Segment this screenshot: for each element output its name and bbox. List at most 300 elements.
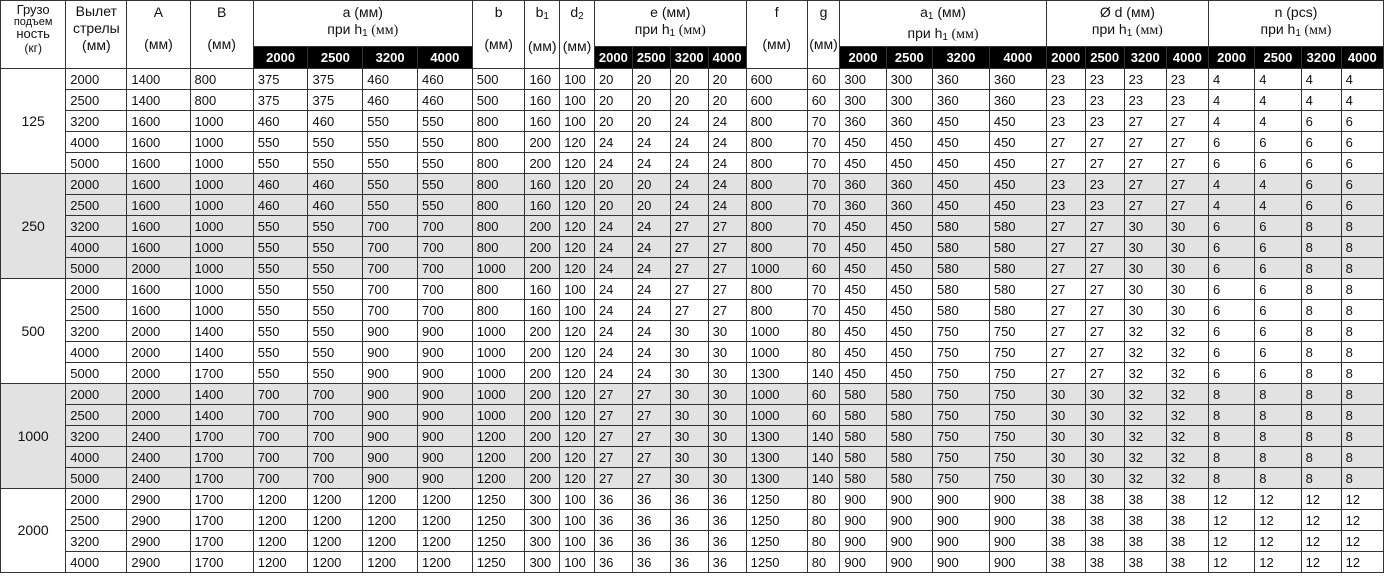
e-cell: 27: [670, 279, 708, 300]
n-cell: 12: [1301, 531, 1341, 552]
d2-cell: 100: [560, 111, 595, 132]
table-row: [1, 195, 1384, 216]
n-cell: 12: [1255, 531, 1301, 552]
reach-cell: 2500: [66, 510, 127, 531]
f-cell: 1300: [746, 447, 807, 468]
d-cell: 32: [1124, 321, 1166, 342]
n-cell: 8: [1301, 300, 1341, 321]
a1-cell: 450: [932, 153, 989, 174]
a-cell: 1200: [417, 531, 472, 552]
n-cell: 6: [1255, 300, 1301, 321]
d-cell: 23: [1046, 174, 1085, 195]
b-cell: 800: [472, 216, 525, 237]
reach-cell: 3200: [66, 426, 127, 447]
n-label: n (pcs): [1274, 4, 1318, 20]
B-cell: 1000: [190, 258, 253, 279]
d-cell: 30: [1046, 426, 1085, 447]
b-unit: (мм): [484, 36, 513, 52]
e-cell: 24: [632, 321, 670, 342]
n-cell: 8: [1208, 426, 1254, 447]
d-cell: 38: [1124, 531, 1166, 552]
f-cell: 600: [746, 90, 807, 111]
e-cell: 27: [670, 237, 708, 258]
d-cell: 27: [1046, 363, 1085, 384]
a-cell: 900: [417, 468, 472, 489]
a-cell: 700: [308, 426, 363, 447]
f-unit: (мм): [762, 36, 791, 52]
d-cell: 23: [1085, 69, 1124, 90]
a1-cell: 580: [932, 237, 989, 258]
n-cell: 6: [1255, 216, 1301, 237]
d-cell: 23: [1046, 69, 1085, 90]
f-cell: 800: [746, 132, 807, 153]
reach-cell: 4000: [66, 552, 127, 573]
d-cell: 23: [1124, 69, 1166, 90]
g-cell: 70: [807, 111, 840, 132]
d-cell: 32: [1166, 405, 1208, 426]
d-cell: 38: [1046, 531, 1085, 552]
a-cell: 1200: [417, 510, 472, 531]
a-cell: 700: [363, 216, 418, 237]
a1-cell: 450: [840, 300, 886, 321]
n-cell: 6: [1301, 195, 1341, 216]
e-cell: 20: [670, 90, 708, 111]
n-cell: 6: [1208, 153, 1254, 174]
a1-cell: 750: [989, 405, 1046, 426]
a-cell: 550: [363, 195, 418, 216]
f-cell: 1300: [746, 363, 807, 384]
a1-cell: 450: [886, 279, 932, 300]
n-cell: 8: [1341, 216, 1383, 237]
d2-cell: 100: [560, 90, 595, 111]
a1-cell: 580: [989, 216, 1046, 237]
b-cell: 500: [472, 69, 525, 90]
a1-cell: 580: [840, 468, 886, 489]
n-cell: 4: [1341, 90, 1383, 111]
a-cell: 460: [308, 111, 363, 132]
g-cell: 70: [807, 132, 840, 153]
a1-cell: 450: [989, 174, 1046, 195]
n-cell: 8: [1341, 447, 1383, 468]
capacity-line-2: подъем: [13, 16, 53, 28]
B-cell: 1700: [190, 426, 253, 447]
g-cell: 140: [807, 447, 840, 468]
d-cell: 27: [1124, 111, 1166, 132]
d-cell: 27: [1085, 363, 1124, 384]
e-cell: 27: [594, 447, 632, 468]
a1-cell: 450: [840, 363, 886, 384]
a1-cell: 750: [932, 342, 989, 363]
e-cell: 20: [594, 69, 632, 90]
a-cell: 900: [417, 321, 472, 342]
b1-cell: 300: [525, 531, 560, 552]
e-cell: 24: [708, 174, 746, 195]
e-cell: 20: [632, 90, 670, 111]
f-cell: 800: [746, 174, 807, 195]
a-cell: 550: [253, 153, 308, 174]
d2-cell: 100: [560, 279, 595, 300]
d-cell: 27: [1046, 321, 1085, 342]
a1-h1-4000: 4000: [989, 47, 1046, 69]
a1-cell: 360: [886, 174, 932, 195]
a1-cell: 450: [840, 132, 886, 153]
A-cell: 1600: [127, 300, 190, 321]
a1-cell: 900: [932, 531, 989, 552]
table-row: [1, 132, 1384, 153]
n-cell: 8: [1301, 363, 1341, 384]
a-cell: 1200: [308, 531, 363, 552]
B-cell: 1000: [190, 174, 253, 195]
d-cell: 32: [1166, 426, 1208, 447]
e-cell: 30: [670, 384, 708, 405]
e-cell: 20: [708, 90, 746, 111]
e-cell: 20: [670, 69, 708, 90]
e-cell: 24: [632, 216, 670, 237]
d-cell: 30: [1124, 279, 1166, 300]
a-cell: 700: [417, 300, 472, 321]
B-cell: 1700: [190, 447, 253, 468]
a1-label-after: (мм): [933, 4, 966, 20]
e-cell: 27: [670, 258, 708, 279]
a1-cell: 580: [840, 384, 886, 405]
n-cell: 12: [1301, 510, 1341, 531]
a1-cell: 900: [989, 531, 1046, 552]
d-cell: 27: [1046, 258, 1085, 279]
a-cell: 1200: [253, 552, 308, 573]
col-b1-header: [525, 1, 560, 69]
a-cell: 1200: [253, 510, 308, 531]
a-cell: 550: [417, 174, 472, 195]
d-cell: 23: [1085, 174, 1124, 195]
a-cell: 700: [363, 279, 418, 300]
d-cell: 30: [1166, 300, 1208, 321]
d-cell: 27: [1085, 279, 1124, 300]
b-cell: 1250: [472, 552, 525, 573]
e-cell: 24: [708, 195, 746, 216]
A-unit: (мм): [144, 36, 173, 52]
b-cell: 800: [472, 132, 525, 153]
n-cell: 12: [1208, 489, 1254, 510]
a-cell: 550: [308, 279, 363, 300]
a1-cell: 580: [886, 405, 932, 426]
a-cell: 900: [363, 321, 418, 342]
n-cell: 12: [1341, 552, 1383, 573]
a1-cell: 300: [886, 90, 932, 111]
a-cell: 550: [417, 111, 472, 132]
A-cell: 2000: [127, 405, 190, 426]
b-cell: 1000: [472, 405, 525, 426]
A-cell: 2400: [127, 468, 190, 489]
a-cell: 375: [308, 90, 363, 111]
B-cell: 1700: [190, 489, 253, 510]
d-cell: 38: [1085, 531, 1124, 552]
d2-cell: 100: [560, 489, 595, 510]
b1-cell: 200: [525, 237, 560, 258]
A-cell: 1600: [127, 216, 190, 237]
a-cell: 550: [253, 363, 308, 384]
d-cell: 30: [1124, 216, 1166, 237]
e-cell: 36: [708, 531, 746, 552]
d-cell: 27: [1085, 216, 1124, 237]
f-cell: 800: [746, 216, 807, 237]
n-cell: 8: [1208, 468, 1254, 489]
a-cell: 1200: [363, 531, 418, 552]
n-cell: 6: [1341, 195, 1383, 216]
table-row: [1, 90, 1384, 111]
g-cell: 80: [807, 342, 840, 363]
d-cell: 27: [1046, 300, 1085, 321]
g-cell: 60: [807, 405, 840, 426]
B-cell: 1400: [190, 321, 253, 342]
a1-cell: 580: [840, 405, 886, 426]
g-cell: 80: [807, 510, 840, 531]
d-cell: 27: [1166, 153, 1208, 174]
a-cell: 550: [253, 237, 308, 258]
reach-cell: 4000: [66, 342, 127, 363]
a-cell: 550: [253, 132, 308, 153]
A-cell: 1400: [127, 69, 190, 90]
d-cell: 27: [1046, 132, 1085, 153]
d-cell: 27: [1166, 111, 1208, 132]
d-h1-4000: 4000: [1166, 47, 1208, 69]
n-cell: 8: [1301, 258, 1341, 279]
e-cell: 36: [632, 489, 670, 510]
a-cell: 900: [363, 426, 418, 447]
n-cell: 8: [1301, 216, 1341, 237]
a-cell: 700: [308, 468, 363, 489]
B-unit: (мм): [207, 36, 236, 52]
a1-cell: 580: [932, 279, 989, 300]
reach-line-3: (мм): [82, 37, 111, 53]
d-cell: 30: [1085, 447, 1124, 468]
a1-cell: 450: [840, 237, 886, 258]
n-cell: 12: [1341, 531, 1383, 552]
f-cell: 1000: [746, 405, 807, 426]
b-cell: 1000: [472, 258, 525, 279]
d-sub: 1: [1126, 28, 1133, 39]
d2-cell: 100: [560, 531, 595, 552]
a-cell: 900: [363, 363, 418, 384]
n-h1-2000: 2000: [1208, 47, 1254, 69]
d-cell: 23: [1166, 69, 1208, 90]
d-cell: 27: [1046, 237, 1085, 258]
e-cell: 24: [632, 237, 670, 258]
d-cell: 27: [1085, 237, 1124, 258]
a1-cell: 450: [932, 111, 989, 132]
a1-cell: 450: [989, 111, 1046, 132]
a1-cell: 750: [989, 363, 1046, 384]
d2-cell: 120: [560, 321, 595, 342]
d-cell: 38: [1124, 489, 1166, 510]
b1-cell: 200: [525, 321, 560, 342]
e-cell: 30: [670, 426, 708, 447]
a-cell: 900: [417, 426, 472, 447]
g-cell: 60: [807, 69, 840, 90]
n-cell: 4: [1255, 195, 1301, 216]
col-f-header: [746, 1, 807, 69]
e-cell: 20: [594, 111, 632, 132]
b1-cell: 200: [525, 405, 560, 426]
capacity-cell: 250: [1, 174, 66, 279]
n-cell: 8: [1301, 468, 1341, 489]
n-cell: 6: [1341, 174, 1383, 195]
e-cell: 36: [594, 510, 632, 531]
d-cell: 27: [1085, 153, 1124, 174]
g-cell: 140: [807, 468, 840, 489]
B-cell: 1400: [190, 384, 253, 405]
n-cell: 8: [1301, 405, 1341, 426]
a1-cell: 750: [989, 384, 1046, 405]
col-g-header: [807, 1, 840, 69]
a-cell: 550: [308, 300, 363, 321]
n-cell: 12: [1208, 531, 1254, 552]
a1-cell: 450: [932, 195, 989, 216]
a-h1-2000: 2000: [253, 47, 308, 69]
n-cell: 8: [1341, 342, 1383, 363]
e-cell: 30: [670, 405, 708, 426]
d2-cell: 100: [560, 510, 595, 531]
a1-h1-2000: 2000: [840, 47, 886, 69]
d-cell: 30: [1085, 405, 1124, 426]
reach-cell: 3200: [66, 111, 127, 132]
n-cell: 8: [1341, 426, 1383, 447]
e-cell: 20: [594, 174, 632, 195]
b-cell: 800: [472, 153, 525, 174]
n-sub: 1: [1295, 28, 1301, 39]
e-label: e (мм): [650, 4, 691, 20]
e-cell: 27: [632, 447, 670, 468]
d2-sub: 2: [578, 11, 584, 22]
a1-cell: 450: [989, 132, 1046, 153]
b-cell: 800: [472, 279, 525, 300]
f-cell: 800: [746, 237, 807, 258]
n-cell: 6: [1301, 132, 1341, 153]
n-cell: 6: [1301, 153, 1341, 174]
g-cell: 70: [807, 195, 840, 216]
capacity-cell: 1000: [1, 384, 66, 489]
n-cell: 8: [1301, 426, 1341, 447]
a1-cell: 450: [840, 258, 886, 279]
table-row: [1, 237, 1384, 258]
d-cell: 27: [1046, 279, 1085, 300]
A-cell: 2000: [127, 342, 190, 363]
a1-cell: 900: [886, 552, 932, 573]
e-cell: 20: [708, 69, 746, 90]
a1-cell: 750: [989, 342, 1046, 363]
e-cell: 27: [708, 279, 746, 300]
b1-cell: 200: [525, 384, 560, 405]
d-cell: 27: [1166, 132, 1208, 153]
d-cell: 23: [1085, 195, 1124, 216]
d-cell: 30: [1046, 468, 1085, 489]
n-cell: 6: [1255, 279, 1301, 300]
a-cell: 700: [253, 447, 308, 468]
d2-cell: 120: [560, 195, 595, 216]
g-cell: 80: [807, 552, 840, 573]
e-cell: 24: [670, 153, 708, 174]
A-cell: 2900: [127, 510, 190, 531]
e-cell: 30: [708, 468, 746, 489]
e-cell: 27: [670, 216, 708, 237]
col-e-group-header: [594, 1, 746, 47]
a-cell: 900: [363, 468, 418, 489]
capacity-line-4: (кг): [24, 41, 42, 55]
a1-cell: 750: [932, 468, 989, 489]
B-cell: 1000: [190, 237, 253, 258]
a-sub: 1: [362, 28, 368, 39]
a-cell: 550: [308, 321, 363, 342]
e-cell: 24: [594, 321, 632, 342]
d-cell: 27: [1166, 174, 1208, 195]
A-cell: 2400: [127, 426, 190, 447]
A-cell: 2000: [127, 258, 190, 279]
table-row: [1, 342, 1384, 363]
n-cell: 8: [1208, 384, 1254, 405]
f-cell: 1250: [746, 552, 807, 573]
d-cell: 30: [1085, 426, 1124, 447]
d-cell: 32: [1166, 447, 1208, 468]
e-cell: 24: [632, 363, 670, 384]
table-row: [1, 111, 1384, 132]
n-cell: 6: [1255, 237, 1301, 258]
n-cell: 8: [1341, 237, 1383, 258]
a-cell: 460: [308, 174, 363, 195]
f-cell: 800: [746, 153, 807, 174]
a1-pre: при h: [907, 25, 943, 41]
a1-cell: 900: [932, 552, 989, 573]
e-cell: 27: [670, 300, 708, 321]
a1-cell: 900: [886, 510, 932, 531]
d2-cell: 120: [560, 237, 595, 258]
n-cell: 8: [1341, 279, 1383, 300]
a1-cell: 580: [989, 279, 1046, 300]
reach-cell: 3200: [66, 216, 127, 237]
f-cell: 800: [746, 111, 807, 132]
a-h1-3200: 3200: [363, 47, 418, 69]
n-cell: 6: [1255, 342, 1301, 363]
e-cell: 30: [670, 342, 708, 363]
a-cell: 1200: [253, 489, 308, 510]
d-cell: 32: [1124, 405, 1166, 426]
e-cell: 24: [670, 111, 708, 132]
g-cell: 70: [807, 153, 840, 174]
table-row: [1, 447, 1384, 468]
e-cell: 20: [632, 69, 670, 90]
a1-cell: 360: [840, 195, 886, 216]
reach-cell: 4000: [66, 132, 127, 153]
e-cell: 30: [708, 405, 746, 426]
g-cell: 140: [807, 426, 840, 447]
n-cell: 8: [1208, 447, 1254, 468]
A-cell: 2000: [127, 384, 190, 405]
d-cell: 30: [1085, 468, 1124, 489]
n-cell: 12: [1208, 510, 1254, 531]
d-h1-2500: 2500: [1085, 47, 1124, 69]
b1-label: b: [535, 4, 544, 20]
b-cell: 800: [472, 174, 525, 195]
e-cell: 27: [594, 384, 632, 405]
a1-cell: 450: [840, 216, 886, 237]
b1-cell: 160: [525, 279, 560, 300]
d-cell: 27: [1085, 300, 1124, 321]
d2-cell: 120: [560, 363, 595, 384]
d-cell: 27: [1085, 258, 1124, 279]
e-cell: 20: [594, 195, 632, 216]
n-cell: 8: [1255, 468, 1301, 489]
e-cell: 24: [594, 258, 632, 279]
A-cell: 1600: [127, 153, 190, 174]
d-cell: 32: [1124, 426, 1166, 447]
